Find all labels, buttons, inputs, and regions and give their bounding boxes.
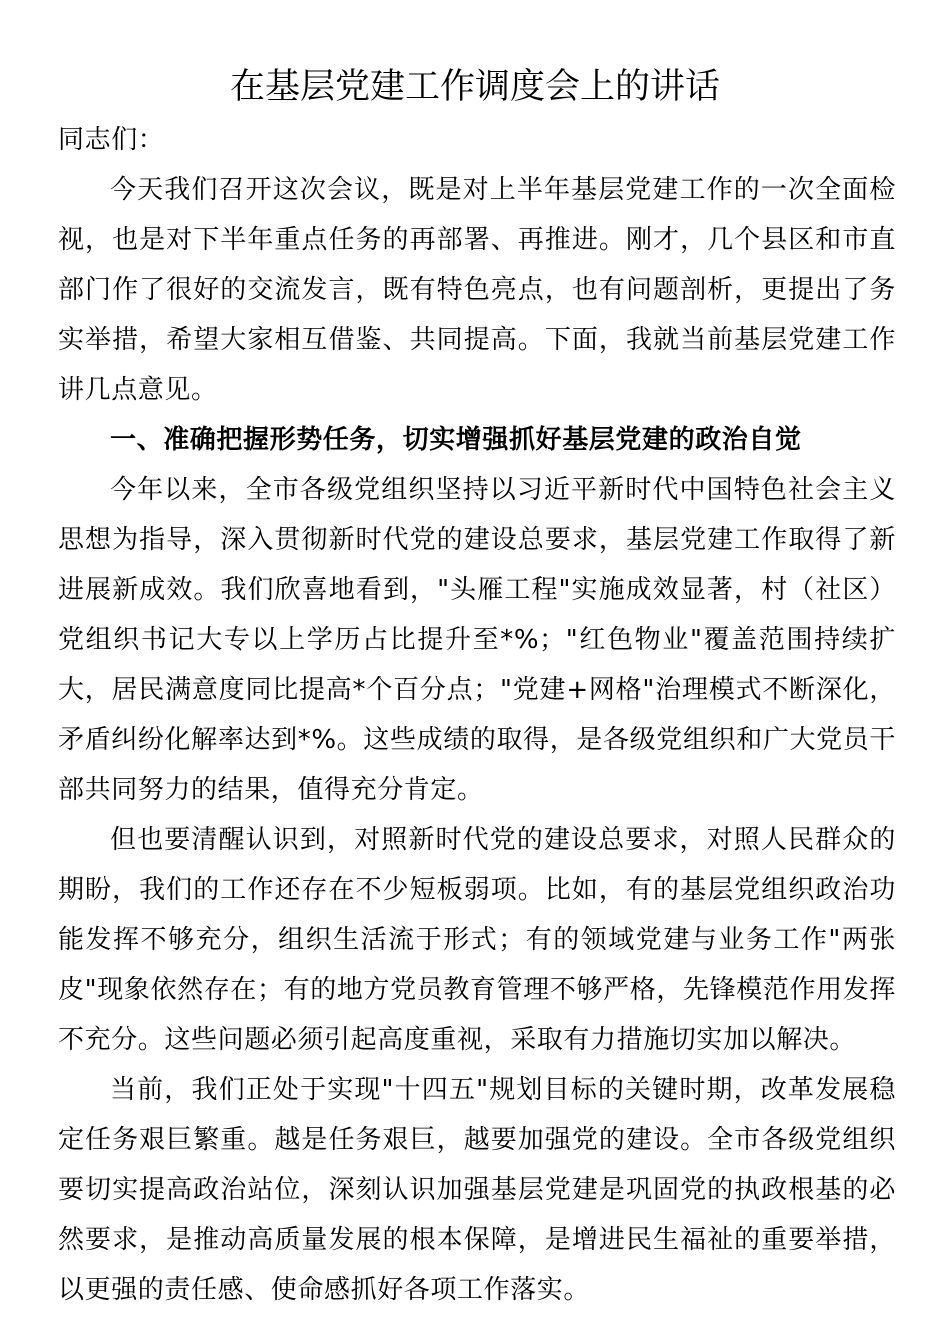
paragraph-achievements: 今年以来，全市各级党组织坚持以习近平新时代中国特色社会主义思想为指导，深入贯彻新时代党的建设总要求，基层党建工作取得了新进展新成效。我们欣喜地看到，"头雁工程"实施成效显著，村（社区）党组织书记大专以上学历占比提升至*%；"红色物业"覆盖范围持续扩大，居民满意度同比提高*个百分点；"党建+网格"治理模式不断深化，矛盾纠纷化解率达到*%。这些成绩的取得，是各级党组织和广大党员干部共同努力的结果，值得充分肯定。: [58, 475, 896, 805]
document-body: [58, 115, 896, 1315]
paragraph-intro: 今天我们召开这次会议，既是对上半年基层党建工作的一次全面检视，也是对下半年重点任务的再部署、再推进。刚才，几个县区和市直部门作了很好的交流发言，既有特色亮点，也有问题剖析，更提出了务实举措，希望大家相互借鉴、共同提高。下面，我就当前基层党建工作讲几点意见。: [58, 175, 896, 405]
document-title: 在基层党建工作调度会上的讲话: [229, 67, 720, 107]
greeting: 同志们：: [58, 125, 165, 155]
paragraph-current-situation: 当前，我们正处于实现"十四五"规划目标的关键时期，改革发展稳定任务艰巨繁重。越是任务艰巨，越要加强党的建设。全市各级党组织要切实提高政治站位，深刻认识加强基层党建是巩固党的执政根基的必然要求，是推动高质量发展的根本保障，是增进民生福祉的重要举措，以更强的责任感、使命感抓好各项工作落实。: [58, 1075, 896, 1305]
section-heading-1: 一、准确把握形势任务，切实增强抓好基层党建的政治自觉: [110, 425, 802, 455]
paragraph-problems: 但也要清醒认识到，对照新时代党的建设总要求，对照人民群众的期盼，我们的工作还存在不少短板弱项。比如，有的基层党组织政治功能发挥不够充分，组织生活流于形式；有的领域党建与业务工作"两张皮"现象依然存在；有的地方党员教育管理不够严格，先锋模范作用发挥不充分。这些问题必须引起高度重视，采取有力措施切实加以解决。: [58, 825, 896, 1055]
